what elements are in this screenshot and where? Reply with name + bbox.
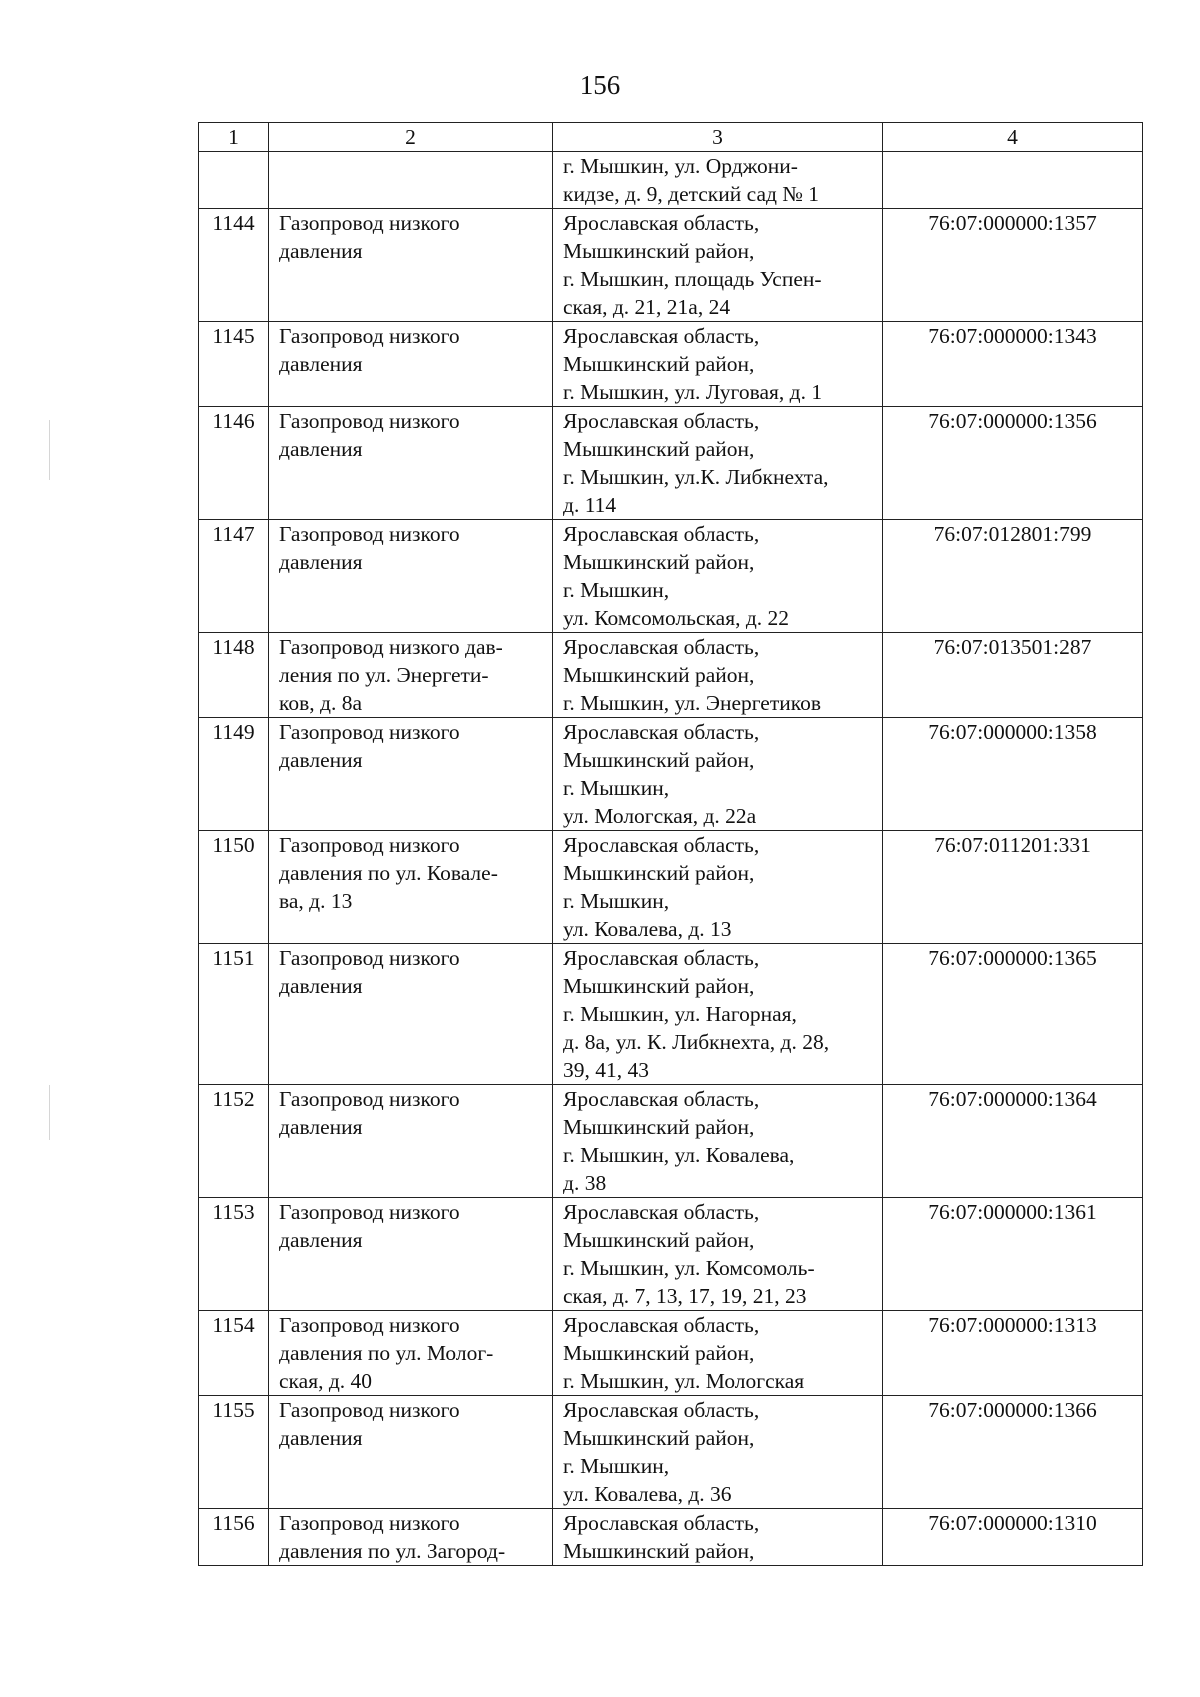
cadastral-number: 76:07:012801:799 [883, 520, 1143, 633]
object-address: Ярославская область, Мышкинский район, [553, 1509, 883, 1566]
object-name: Газопровод низкого давления по ул. Ковале- ва, д. 13 [269, 831, 553, 944]
object-name: Газопровод низкого дав- ления по ул. Энергети- ков, д. 8а [269, 633, 553, 718]
column-header-cadastral: 4 [883, 123, 1143, 152]
row-number: 1155 [199, 1396, 269, 1509]
cadastral-number: 76:07:000000:1310 [883, 1509, 1143, 1566]
column-header-address: 3 [553, 123, 883, 152]
table-row [199, 152, 1143, 209]
object-name: Газопровод низкого давления [269, 944, 553, 1085]
table-row [199, 633, 1143, 718]
object-name: Газопровод низкого давления [269, 1085, 553, 1198]
cadastral-number: 76:07:000000:1364 [883, 1085, 1143, 1198]
object-address: Ярославская область, Мышкинский район, г. Мышкин, ул.К. Либкнехта, д. 114 [553, 407, 883, 520]
header-row [199, 123, 1143, 152]
object-address: г. Мышкин, ул. Орджони- кидзе, д. 9, детский сад № 1 [553, 152, 883, 209]
column-header-name: 2 [269, 123, 553, 152]
row-number: 1144 [199, 209, 269, 322]
object-name: Газопровод низкого давления [269, 1198, 553, 1311]
object-address: Ярославская область, Мышкинский район, г. Мышкин, площадь Успен- ская, д. 21, 21а, 24 [553, 209, 883, 322]
object-address: Ярославская область, Мышкинский район, г. Мышкин, ул. Ковалева, д. 38 [553, 1085, 883, 1198]
cadastral-number: 76:07:013501:287 [883, 633, 1143, 718]
table-row [199, 1311, 1143, 1396]
object-name: Газопровод низкого давления по ул. Молог- ская, д. 40 [269, 1311, 553, 1396]
cadastral-number: 76:07:000000:1343 [883, 322, 1143, 407]
row-number: 1151 [199, 944, 269, 1085]
cadastral-number: 76:07:000000:1358 [883, 718, 1143, 831]
object-name: Газопровод низкого давления [269, 209, 553, 322]
object-name: Газопровод низкого давления [269, 718, 553, 831]
row-number: 1156 [199, 1509, 269, 1566]
row-number: 1146 [199, 407, 269, 520]
table-row [199, 1198, 1143, 1311]
registry-table [198, 122, 1143, 1566]
row-number: 1145 [199, 322, 269, 407]
object-name: Газопровод низкого давления по ул. Загород- [269, 1509, 553, 1566]
object-name: Газопровод низкого давления [269, 520, 553, 633]
table-row [199, 520, 1143, 633]
table-row [199, 322, 1143, 407]
table-row [199, 831, 1143, 944]
row-number: 1150 [199, 831, 269, 944]
row-number: 1153 [199, 1198, 269, 1311]
row-number [199, 152, 269, 209]
table-body [199, 152, 1143, 1566]
table-row [199, 1396, 1143, 1509]
cadastral-number: 76:07:000000:1365 [883, 944, 1143, 1085]
scan-edge-mark [49, 1085, 50, 1140]
table-row [199, 1509, 1143, 1566]
cadastral-number: 76:07:000000:1366 [883, 1396, 1143, 1509]
object-name: Газопровод низкого давления [269, 1396, 553, 1509]
cadastral-number [883, 152, 1143, 209]
table-row [199, 718, 1143, 831]
row-number: 1152 [199, 1085, 269, 1198]
table-row [199, 1085, 1143, 1198]
row-number: 1148 [199, 633, 269, 718]
row-number: 1149 [199, 718, 269, 831]
object-address: Ярославская область, Мышкинский район, г. Мышкин, ул. Мологская, д. 22а [553, 718, 883, 831]
cadastral-number: 76:07:011201:331 [883, 831, 1143, 944]
scan-edge-mark [49, 420, 50, 480]
cadastral-number: 76:07:000000:1356 [883, 407, 1143, 520]
object-address: Ярославская область, Мышкинский район, г. Мышкин, ул. Нагорная, д. 8а, ул. К. Либкнехта, д. 28, 39, 41, 43 [553, 944, 883, 1085]
table-row [199, 209, 1143, 322]
cadastral-number: 76:07:000000:1361 [883, 1198, 1143, 1311]
table-row [199, 407, 1143, 520]
table-row [199, 944, 1143, 1085]
object-address: Ярославская область, Мышкинский район, г. Мышкин, ул. Комсомоль- ская, д. 7, 13, 17, 19, 21, 23 [553, 1198, 883, 1311]
row-number: 1154 [199, 1311, 269, 1396]
object-address: Ярославская область, Мышкинский район, г. Мышкин, ул. Луговая, д. 1 [553, 322, 883, 407]
page-number: 156 [579, 70, 621, 100]
object-name: Газопровод низкого давления [269, 407, 553, 520]
cadastral-number: 76:07:000000:1313 [883, 1311, 1143, 1396]
object-address: Ярославская область, Мышкинский район, г. Мышкин, ул. Ковалева, д. 13 [553, 831, 883, 944]
object-address: Ярославская область, Мышкинский район, г. Мышкин, ул. Ковалева, д. 36 [553, 1396, 883, 1509]
table-header [199, 123, 1143, 152]
object-name [269, 152, 553, 209]
object-name: Газопровод низкого давления [269, 322, 553, 407]
object-address: Ярославская область, Мышкинский район, г. Мышкин, ул. Комсомольская, д. 22 [553, 520, 883, 633]
cadastral-number: 76:07:000000:1357 [883, 209, 1143, 322]
object-address: Ярославская область, Мышкинский район, г. Мышкин, ул. Мологская [553, 1311, 883, 1396]
object-address: Ярославская область, Мышкинский район, г. Мышкин, ул. Энергетиков [553, 633, 883, 718]
column-header-number: 1 [199, 123, 269, 152]
row-number: 1147 [199, 520, 269, 633]
